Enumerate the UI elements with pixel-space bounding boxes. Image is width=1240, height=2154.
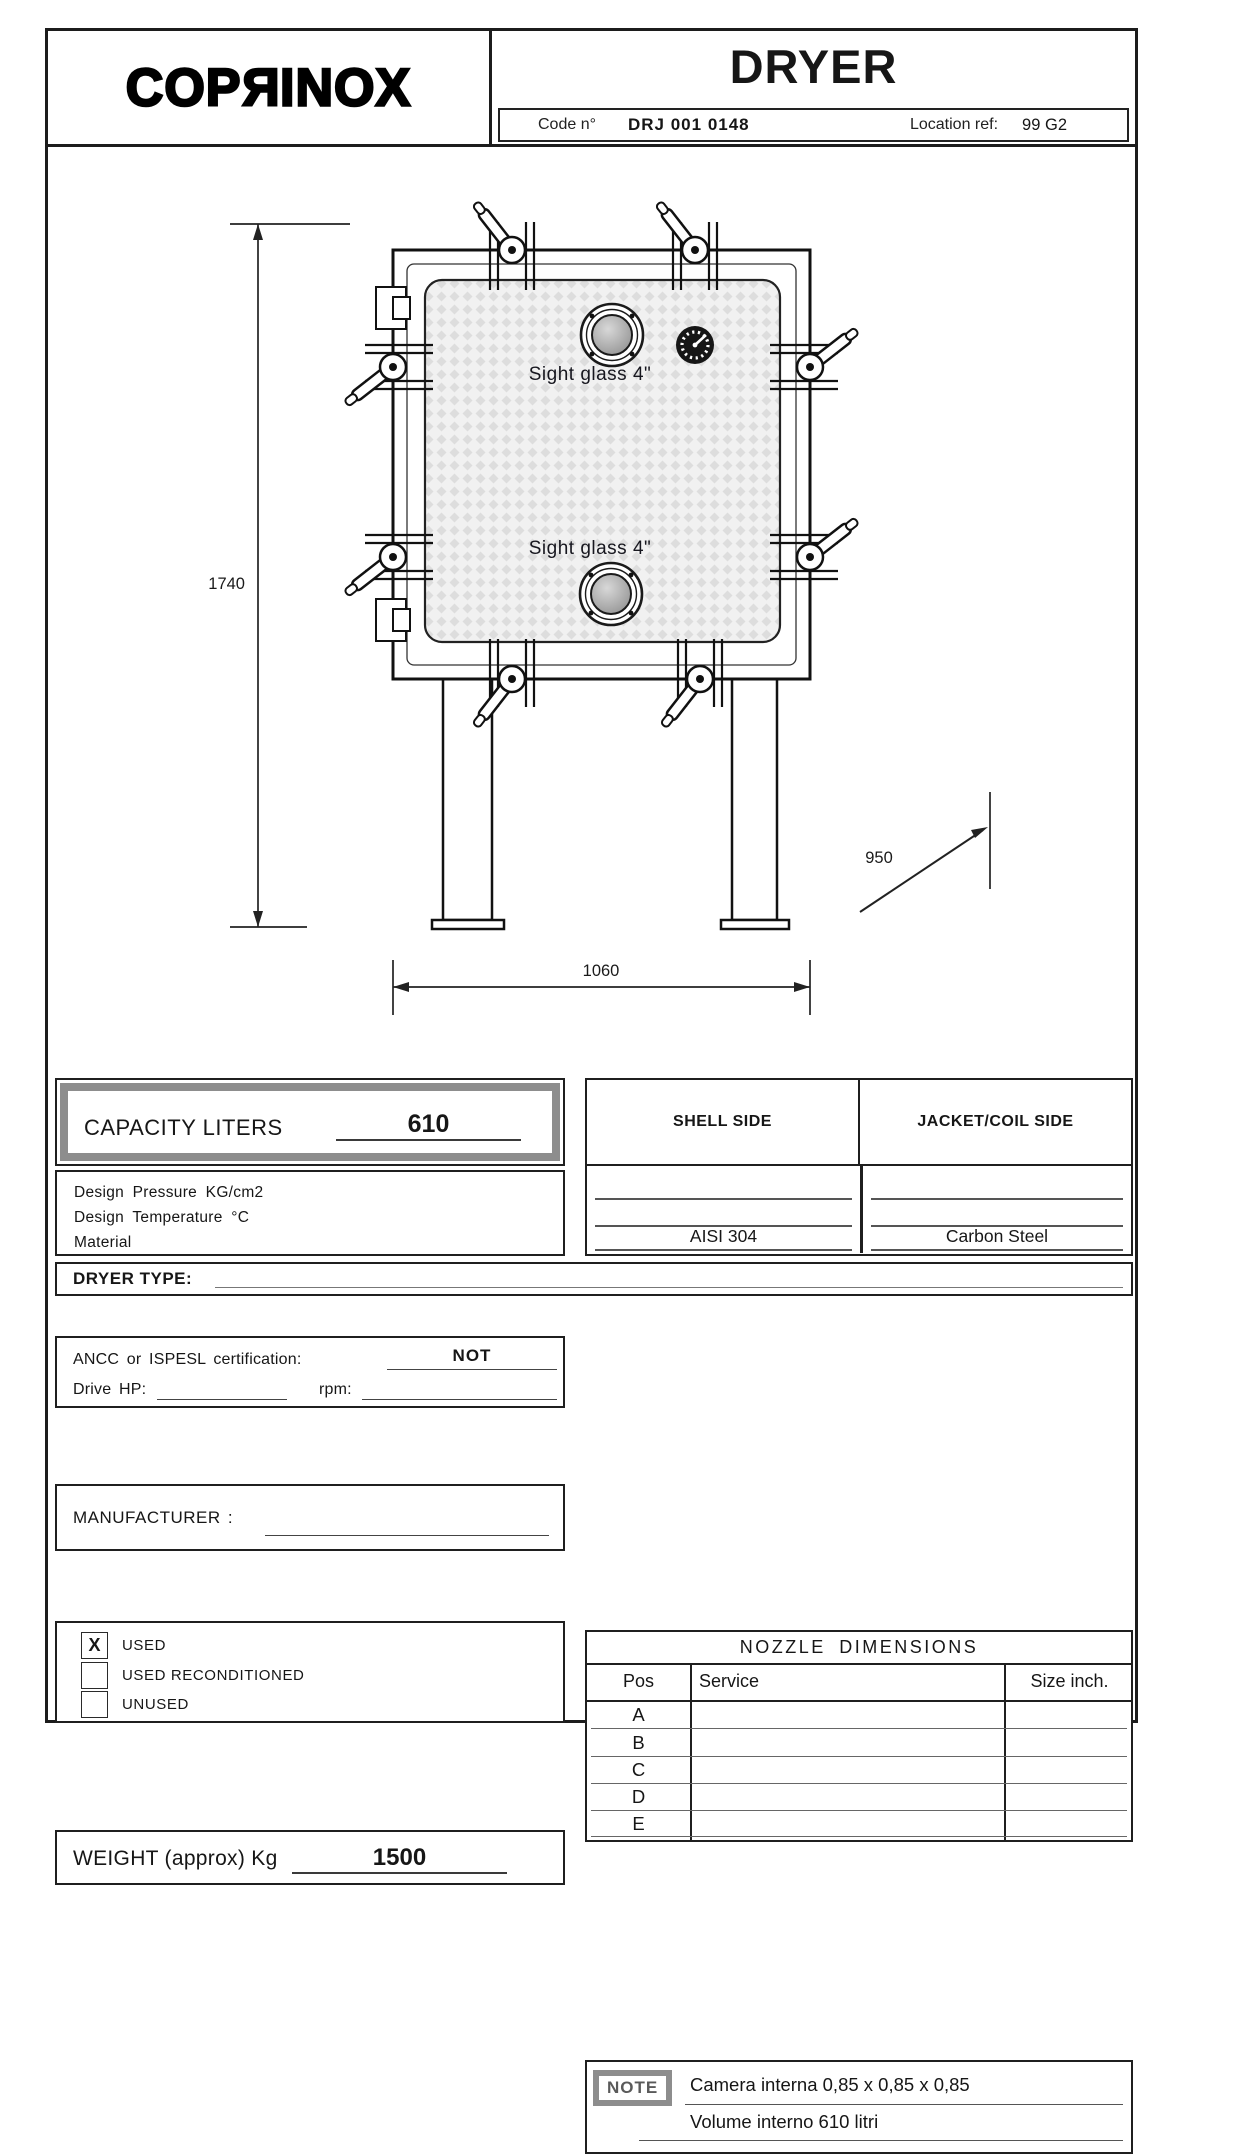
nozzle-row-line bbox=[591, 1756, 1127, 1757]
dim-width-label: 1060 bbox=[582, 962, 620, 980]
condition-box bbox=[55, 1621, 565, 1723]
shell-side-header: SHELL SIDE bbox=[587, 1080, 860, 1164]
dryer-type-label: DRYER TYPE: bbox=[73, 1269, 193, 1288]
size-column-header: Size inch. bbox=[1030, 1671, 1109, 1691]
dimension-height bbox=[230, 224, 350, 927]
dryer-technical-drawing bbox=[45, 147, 1138, 1078]
nozzle-table-title: NOZZLE DIMENSIONS bbox=[587, 1632, 1131, 1665]
location-ref-value: 99 G2 bbox=[1022, 115, 1067, 134]
jacket-material-value: Carbon Steel bbox=[945, 1226, 1049, 1246]
shell-material-value: AISI 304 bbox=[689, 1226, 758, 1246]
title-cell bbox=[492, 28, 1138, 147]
code-box bbox=[498, 108, 1129, 142]
used-label: USED bbox=[122, 1637, 167, 1654]
manufacturer-box bbox=[55, 1484, 565, 1551]
sight-glass-bottom-label: Sight glass 4" bbox=[528, 538, 652, 559]
dryer-type-bar bbox=[55, 1262, 1133, 1296]
location-ref-label: Location ref: bbox=[909, 116, 999, 133]
header bbox=[45, 28, 1138, 147]
weight-value: 1500 bbox=[292, 1844, 507, 1874]
pos-column-header: Pos bbox=[622, 1671, 655, 1691]
nozzle-row-line bbox=[591, 1810, 1127, 1811]
shell-material-line bbox=[595, 1249, 852, 1251]
sight-glass-top-label: Sight glass 4" bbox=[528, 364, 652, 385]
logo-text-2: R bbox=[241, 57, 281, 118]
code-label: Code n° bbox=[538, 116, 596, 133]
rpm-blank bbox=[362, 1378, 557, 1400]
nozzle-row-line bbox=[591, 1836, 1127, 1837]
dim-depth-label: 950 bbox=[865, 849, 893, 867]
jacket-side-header: JACKET/COIL SIDE bbox=[917, 1113, 1074, 1130]
used-checkbox: X bbox=[81, 1632, 108, 1659]
drive-hp-label: Drive HP: bbox=[73, 1381, 147, 1398]
unused-label: UNUSED bbox=[122, 1696, 189, 1713]
logo-cell bbox=[45, 28, 492, 147]
jacket-material-line bbox=[871, 1249, 1123, 1251]
capacity-value: 610 bbox=[336, 1110, 521, 1141]
nozzle-row-pos: E bbox=[632, 1813, 645, 1834]
design-conditions-box bbox=[55, 1170, 565, 1256]
shell-jacket-table bbox=[585, 1078, 1133, 1256]
code-value: DRJ 001 0148 bbox=[628, 115, 750, 134]
used-reconditioned-label: USED RECONDITIONED bbox=[122, 1667, 305, 1684]
note-line-1-rule bbox=[685, 2104, 1123, 2105]
design-temperature-label: Design Temperature °C bbox=[74, 1209, 250, 1226]
material-label: Material bbox=[74, 1234, 132, 1251]
nozzle-table-header bbox=[587, 1665, 1131, 1702]
certification-value: NOT bbox=[387, 1346, 557, 1370]
condition-row-used bbox=[81, 1632, 166, 1659]
manufacturer-blank-line bbox=[265, 1535, 549, 1536]
certification-label: ANCC or ISPESL certification: bbox=[73, 1351, 302, 1368]
shell-jacket-header-row bbox=[587, 1080, 1131, 1166]
sight-glass-bottom bbox=[580, 563, 642, 625]
logo-text-1: COP bbox=[125, 57, 242, 118]
note-line-2-rule bbox=[639, 2140, 1123, 2141]
rpm-label: rpm: bbox=[319, 1381, 352, 1398]
logo-text-3: INOX bbox=[280, 57, 412, 118]
capacity-section bbox=[55, 1078, 565, 1166]
note-tag: NOTE bbox=[593, 2070, 672, 2106]
shell-pressure-line bbox=[595, 1198, 852, 1200]
condition-row-used-reconditioned bbox=[81, 1662, 304, 1689]
unused-checkbox bbox=[81, 1691, 108, 1718]
service-column-header: Service bbox=[699, 1671, 760, 1691]
nozzle-row-line bbox=[591, 1783, 1127, 1784]
used-reconditioned-checkbox bbox=[81, 1662, 108, 1689]
drive-hp-blank bbox=[157, 1378, 287, 1400]
coprinox-logo bbox=[126, 57, 411, 118]
nozzle-row-pos: C bbox=[631, 1759, 646, 1780]
design-pressure-label: Design Pressure KG/cm2 bbox=[74, 1184, 264, 1201]
nozzle-row-pos: A bbox=[632, 1704, 645, 1725]
condition-row-unused bbox=[81, 1691, 189, 1718]
jacket-pressure-line bbox=[871, 1198, 1123, 1200]
dim-height-label: 1740 bbox=[208, 575, 245, 593]
nozzle-row-pos: D bbox=[631, 1786, 646, 1807]
nozzle-table-body bbox=[587, 1702, 1131, 1839]
document-title: DRYER bbox=[729, 40, 898, 93]
capacity-label: CAPACITY LITERS bbox=[84, 1115, 283, 1140]
capacity-box bbox=[60, 1083, 560, 1161]
shell-jacket-body bbox=[587, 1166, 1131, 1253]
note-volume-text: Volume interno 610 litri bbox=[690, 2111, 879, 2132]
sight-glass-top bbox=[581, 304, 643, 366]
weight-box bbox=[55, 1830, 565, 1885]
nozzle-dimensions-table bbox=[585, 1630, 1133, 1842]
manufacturer-label: MANUFACTURER : bbox=[73, 1508, 234, 1527]
note-camera-text: Camera interna 0,85 x 0,85 x 0,85 bbox=[690, 2074, 970, 2095]
note-box bbox=[585, 2060, 1133, 2154]
nozzle-row-pos: B bbox=[632, 1732, 645, 1753]
pressure-gauge-icon bbox=[676, 326, 714, 364]
dryer-type-blank-line bbox=[215, 1287, 1123, 1288]
certification-box bbox=[55, 1336, 565, 1408]
weight-label: WEIGHT (approx) Kg bbox=[73, 1847, 278, 1870]
nozzle-row-line bbox=[591, 1728, 1127, 1729]
